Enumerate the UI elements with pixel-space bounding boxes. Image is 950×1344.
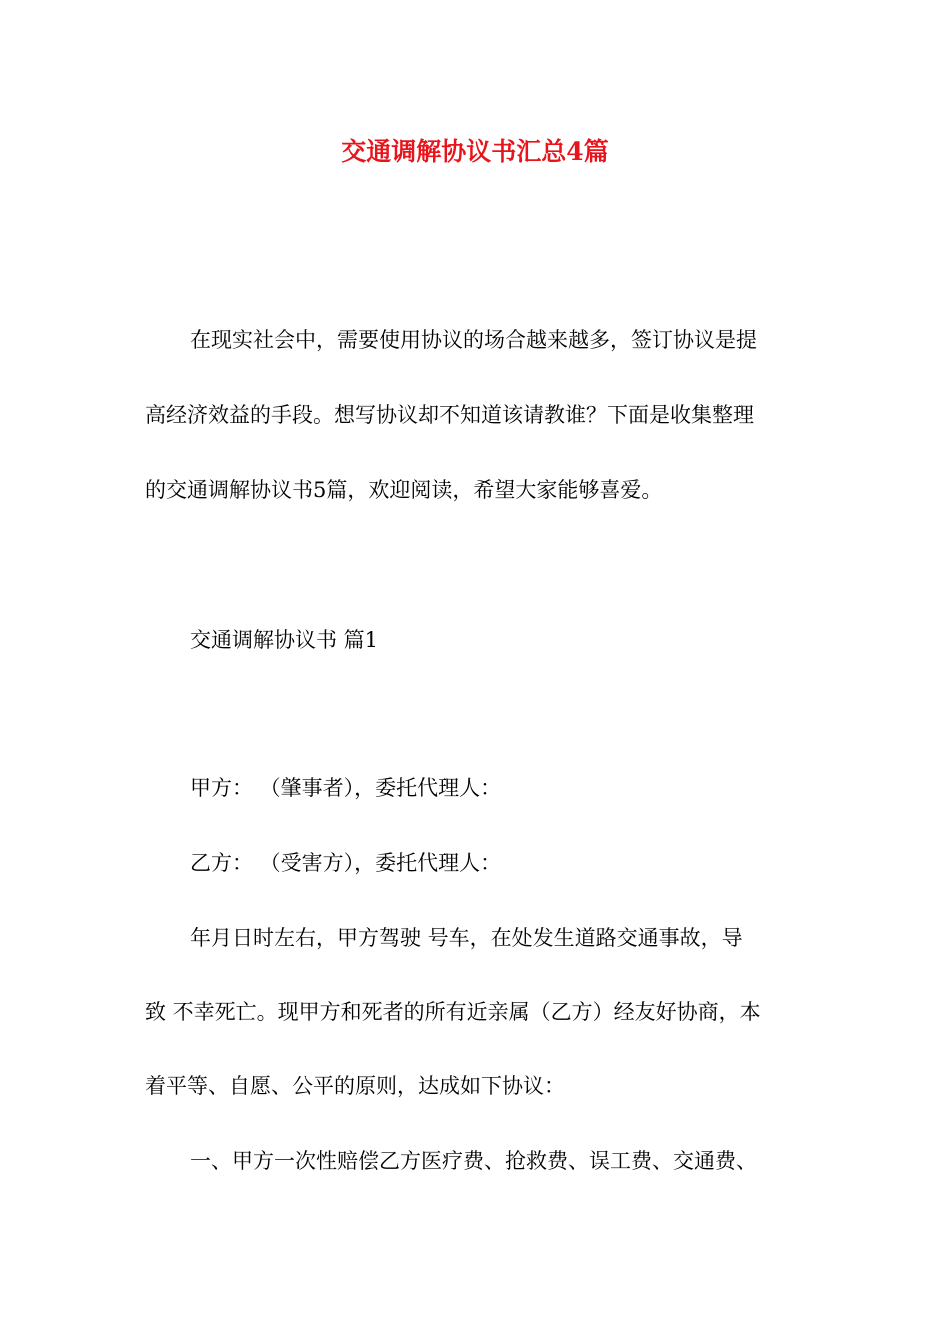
intro-line-2: 高经济效益的手段。想写协议却不知道该请教谁？下面是收集整理 — [145, 403, 754, 427]
intro-line-1: 在现实社会中，需要使用协议的场合越来越多，签订协议是提 — [190, 328, 757, 352]
body-line-3: 着平等、自愿、公平的原则，达成如下协议： — [145, 1074, 565, 1098]
document-title: 交通调解协议书汇总4篇 — [341, 137, 609, 166]
section-heading: 交通调解协议书 篇1 — [190, 628, 379, 652]
body-line-2: 致 不幸死亡。现甲方和死者的所有近亲属（乙方）经友好协商，本 — [145, 1000, 761, 1024]
body-line-4: 一、甲方一次性赔偿乙方医疗费、抢救费、误工费、交通费、 — [190, 1149, 757, 1173]
party-a-line: 甲方： （肇事者），委托代理人： — [190, 776, 502, 800]
body-line-1: 年月日时左右，甲方驾驶 号车，在处发生道路交通事故，导 — [190, 926, 743, 950]
intro-line-3: 的交通调解协议书5篇，欢迎阅读，希望大家能够喜爱。 — [145, 478, 663, 502]
party-b-line: 乙方： （受害方），委托代理人： — [190, 851, 502, 875]
